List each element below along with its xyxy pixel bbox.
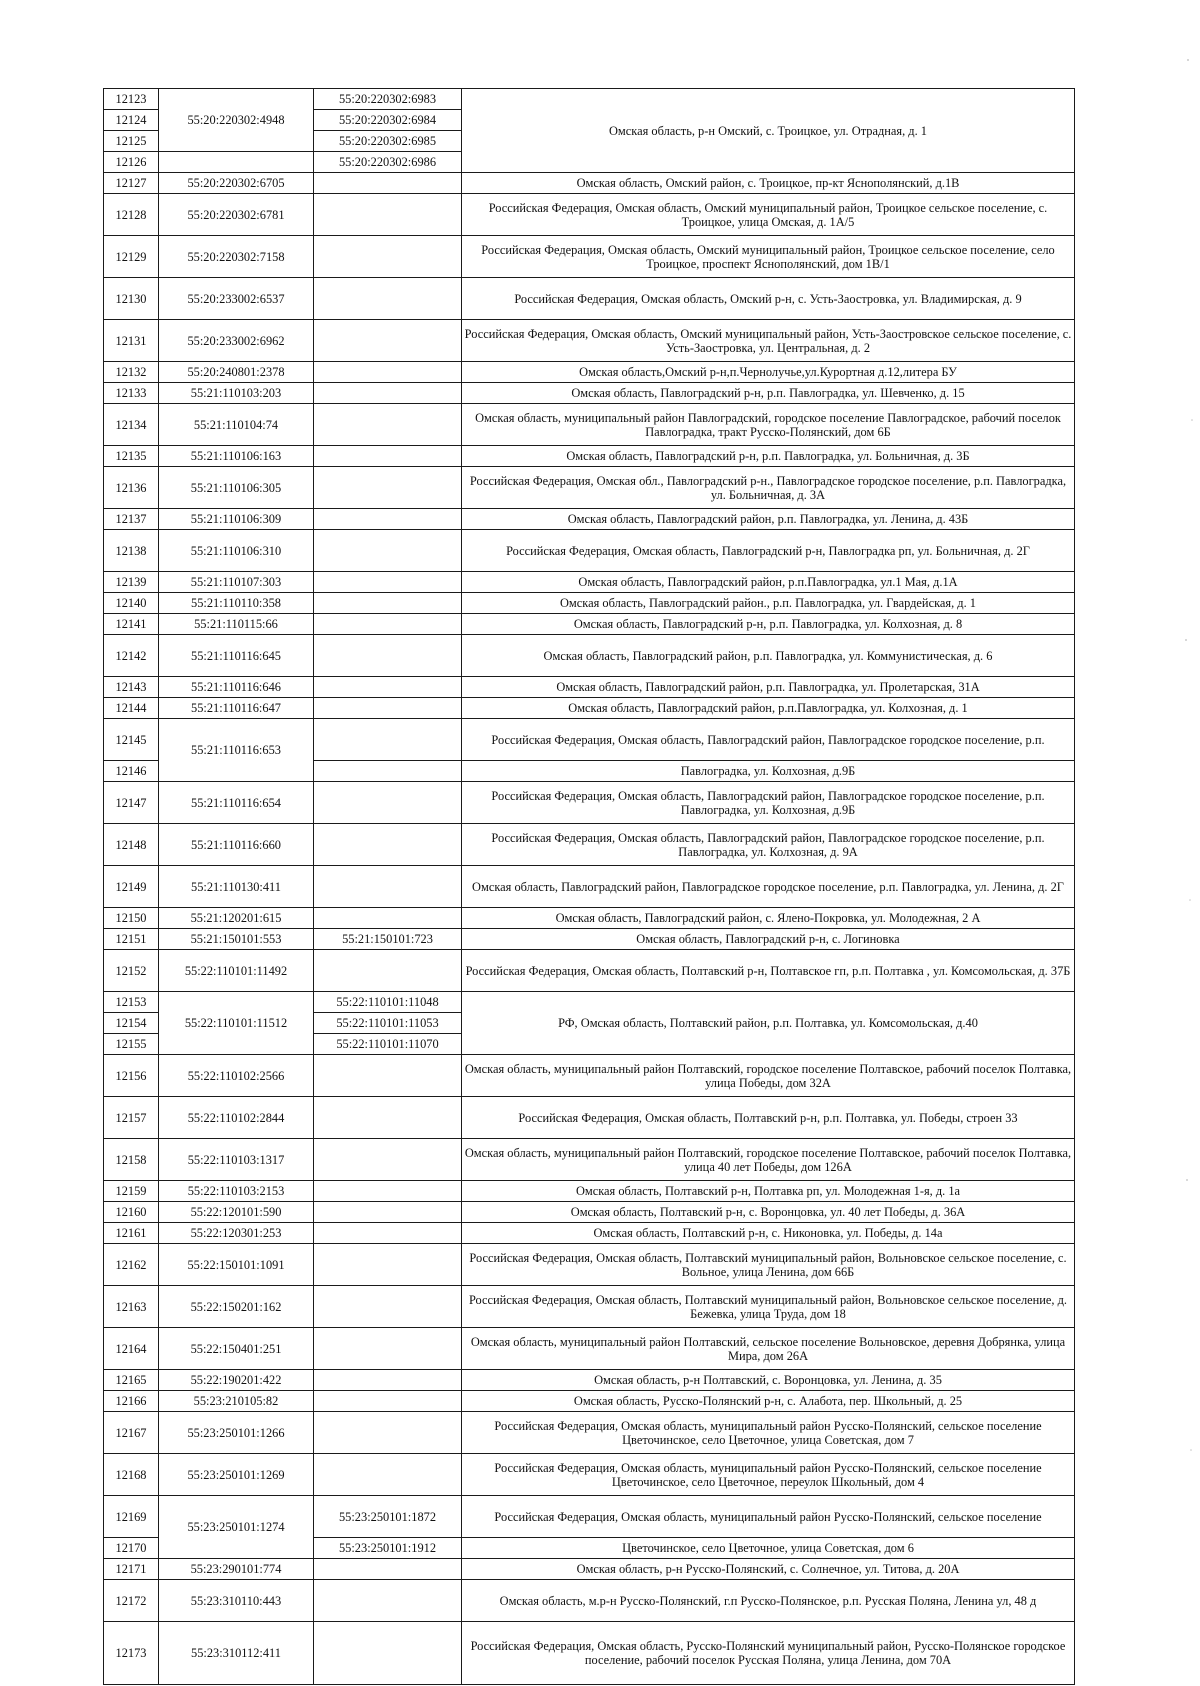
cadastral-number-cell: 55:21:110104:74 — [159, 404, 314, 446]
table-row — [104, 677, 1075, 698]
table-row — [104, 635, 1075, 677]
row-number-cell: 12172 — [104, 1580, 159, 1622]
cadastral-number-cell: 55:22:110101:11512 — [159, 992, 314, 1055]
row-number-cell: 12149 — [104, 866, 159, 908]
table-row — [104, 89, 1075, 110]
table-row — [104, 1328, 1075, 1370]
row-number-cell: 12153 — [104, 992, 159, 1013]
sub-cadastral-number-cell: 55:20:220302:6986 — [314, 152, 462, 173]
sub-cadastral-number-cell: 55:20:220302:6984 — [314, 110, 462, 131]
row-number-cell: 12161 — [104, 1223, 159, 1244]
address-cell: Российская Федерация, Омская область, Павлоградский район, Павлоградское городское поселение, р.п. Павлоградка, ул. Колхозная, д.9Б — [462, 782, 1075, 824]
sub-cadastral-number-cell — [314, 509, 462, 530]
table-row — [104, 908, 1075, 929]
table-row — [104, 1622, 1075, 1685]
table-row — [104, 446, 1075, 467]
row-number-cell: 12141 — [104, 614, 159, 635]
cadastral-number-cell: 55:20:220302:4948 — [159, 89, 314, 152]
row-number-cell: 12162 — [104, 1244, 159, 1286]
sub-cadastral-number-cell — [314, 908, 462, 929]
sub-cadastral-number-cell — [314, 593, 462, 614]
cadastral-number-cell: 55:22:110102:2566 — [159, 1055, 314, 1097]
sub-cadastral-number-cell — [314, 1580, 462, 1622]
cadastral-number-cell: 55:22:150201:162 — [159, 1286, 314, 1328]
table-row — [104, 1370, 1075, 1391]
address-cell: Омская область, муниципальный район Полтавский, городское поселение Полтавское, рабочий поселок Полтавка, улица 40 лет Победы, дом 126А — [462, 1139, 1075, 1181]
cadastral-number-cell: 55:21:110115:66 — [159, 614, 314, 635]
table-row — [104, 1286, 1075, 1328]
address-cell: Российская Федерация, Омская область, Русско-Полянский муниципальный район, Русско-Полянское городское поселение, рабочий поселок Русская Поляна, улица Ленина, дом 70А — [462, 1622, 1075, 1685]
row-number-cell: 12127 — [104, 173, 159, 194]
sub-cadastral-number-cell — [314, 404, 462, 446]
sub-cadastral-number-cell — [314, 320, 462, 362]
row-number-cell: 12129 — [104, 236, 159, 278]
table-row — [104, 362, 1075, 383]
address-cell: Омская область, Полтавский р-н, Полтавка рп, ул. Молодежная 1-я, д. 1а — [462, 1181, 1075, 1202]
sub-cadastral-number-cell — [314, 530, 462, 572]
sub-cadastral-number-cell — [314, 1286, 462, 1328]
table-row — [104, 173, 1075, 194]
row-number-cell: 12167 — [104, 1412, 159, 1454]
address-cell: Омская область, муниципальный район Полтавский, сельское поселение Вольновское, деревня Добрянка, улица Мира, дом 26А — [462, 1328, 1075, 1370]
cadastral-number-cell: 55:22:150401:251 — [159, 1328, 314, 1370]
address-cell: Омская область, муниципальный район Павлоградский, городское поселение Павлоградское, рабочий поселок Павлоградка, тракт Русско-Полянский, дом 6Б — [462, 404, 1075, 446]
cadastral-number-cell: 55:21:120201:615 — [159, 908, 314, 929]
cadastral-number-cell: 55:22:110102:2844 — [159, 1097, 314, 1139]
row-number-cell: 12151 — [104, 929, 159, 950]
row-number-cell: 12138 — [104, 530, 159, 572]
cadastral-number-cell: 55:20:220302:6781 — [159, 194, 314, 236]
cadastral-number-cell: 55:20:240801:2378 — [159, 362, 314, 383]
address-cell: Омская область, Полтавский р-н, с. Никоновка, ул. Победы, д. 14а — [462, 1223, 1075, 1244]
row-number-cell: 12125 — [104, 131, 159, 152]
table-row — [104, 194, 1075, 236]
address-cell: Российская Федерация, Омская область, муниципальный район Русско-Полянский, сельское поселение Цветочинское, село Цветочное, улица Советская, дом 7 — [462, 1412, 1075, 1454]
cadastral-number-cell: 55:21:110116:654 — [159, 782, 314, 824]
address-cell: Российская Федерация, Омская область, Павлоградский р-н, Павлоградка рп, ул. Больничная, д. 2Г — [462, 530, 1075, 572]
address-cell: Омская область, Павлоградский район, р.п. Павлоградка, ул. Ленина, д. 43Б — [462, 509, 1075, 530]
row-number-cell: 12166 — [104, 1391, 159, 1412]
address-cell: Омская область, Павлоградский район, р.п. Павлоградка, ул. Коммунистическая, д. 6 — [462, 635, 1075, 677]
row-number-cell: 12134 — [104, 404, 159, 446]
table-row — [104, 698, 1075, 719]
table-row — [104, 992, 1075, 1013]
sub-cadastral-number-cell: 55:23:250101:1912 — [314, 1538, 462, 1559]
registry-table — [103, 88, 1075, 1685]
table-row — [104, 1181, 1075, 1202]
row-number-cell: 12169 — [104, 1496, 159, 1538]
row-number-cell: 12132 — [104, 362, 159, 383]
sub-cadastral-number-cell — [314, 1391, 462, 1412]
address-cell: Омская область, Павлоградский район, р.п. Павлоградка, ул. Пролетарская, 31А — [462, 677, 1075, 698]
address-cell: Омская область, Павлоградский р-н, р.п. Павлоградка, ул. Шевченко, д. 15 — [462, 383, 1075, 404]
cadastral-number-cell: 55:20:220302:6705 — [159, 173, 314, 194]
address-cell: Российская Федерация, Омская область, Омский муниципальный район, Троицкое сельское поселение, с. Троицкое, улица Омская, д. 1А/5 — [462, 194, 1075, 236]
table-row — [104, 1580, 1075, 1622]
address-cell: Омская область, Павлоградский р-н, р.п. Павлоградка, ул. Больничная, д. 3Б — [462, 446, 1075, 467]
sub-cadastral-number-cell — [314, 194, 462, 236]
row-number-cell: 12128 — [104, 194, 159, 236]
cadastral-number-cell: 55:23:310110:443 — [159, 1580, 314, 1622]
cadastral-number-cell: 55:21:110103:203 — [159, 383, 314, 404]
table-row — [104, 824, 1075, 866]
cadastral-number-cell: 55:21:110116:653 — [159, 719, 314, 782]
sub-cadastral-number-cell — [314, 1454, 462, 1496]
sub-cadastral-number-cell — [314, 677, 462, 698]
address-cell: Российская Федерация, Омская область, Павлоградский район, Павлоградское городское поселение, р.п. Павлоградка, ул. Колхозная, д. 9А — [462, 824, 1075, 866]
row-number-cell: 12150 — [104, 908, 159, 929]
table-row — [104, 1097, 1075, 1139]
table-row — [104, 1496, 1075, 1538]
table-row — [104, 614, 1075, 635]
address-cell: Омская область, р-н Омский, с. Троицкое, ул. Отрадная, д. 1 — [462, 89, 1075, 173]
row-number-cell: 12168 — [104, 1454, 159, 1496]
sub-cadastral-number-cell — [314, 278, 462, 320]
cadastral-number-cell: 55:22:150101:1091 — [159, 1244, 314, 1286]
cadastral-number-cell: 55:23:310112:411 — [159, 1622, 314, 1685]
address-cell: Российская Федерация, Омская область, муниципальный район Русско-Полянский, сельское поселение Цветочинское, село Цветочное, переулок Школьный, дом 4 — [462, 1454, 1075, 1496]
table-row — [104, 1559, 1075, 1580]
sub-cadastral-number-cell — [314, 614, 462, 635]
sub-cadastral-number-cell — [314, 1223, 462, 1244]
sub-cadastral-number-cell — [314, 1412, 462, 1454]
table-row — [104, 530, 1075, 572]
row-number-cell: 12143 — [104, 677, 159, 698]
cadastral-number-cell: 55:20:220302:7158 — [159, 236, 314, 278]
address-cell: Омская область, муниципальный район Полтавский, городское поселение Полтавское, рабочий поселок Полтавка, улица Победы, дом 32А — [462, 1055, 1075, 1097]
row-number-cell: 12135 — [104, 446, 159, 467]
row-number-cell: 12165 — [104, 1370, 159, 1391]
cadastral-number-cell: 55:21:110130:411 — [159, 866, 314, 908]
table-row — [104, 593, 1075, 614]
row-number-cell: 12171 — [104, 1559, 159, 1580]
address-cell: Омская область, Полтавский р-н, с. Воронцовка, ул. 40 лет Победы, д. 36А — [462, 1202, 1075, 1223]
row-number-cell: 12152 — [104, 950, 159, 992]
row-number-cell: 12154 — [104, 1013, 159, 1034]
row-number-cell: 12160 — [104, 1202, 159, 1223]
address-cell: Омская область, Русско-Полянский р-н, с. Алабота, пер. Школьный, д. 25 — [462, 1391, 1075, 1412]
sub-cadastral-number-cell — [314, 698, 462, 719]
table-row — [104, 929, 1075, 950]
sub-cadastral-number-cell — [314, 173, 462, 194]
sub-cadastral-number-cell — [314, 1622, 462, 1685]
sub-cadastral-number-cell: 55:23:250101:1872 — [314, 1496, 462, 1538]
table-row — [104, 383, 1075, 404]
address-cell: Российская Федерация, Омская область, Омский р-н, с. Усть-Заостровка, ул. Владимирская, д. 9 — [462, 278, 1075, 320]
table-row — [104, 1202, 1075, 1223]
sub-cadastral-number-cell — [314, 1244, 462, 1286]
cadastral-number-cell: 55:21:110106:163 — [159, 446, 314, 467]
cadastral-number-cell: 55:20:233002:6537 — [159, 278, 314, 320]
sub-cadastral-number-cell — [314, 1202, 462, 1223]
row-number-cell: 12136 — [104, 467, 159, 509]
table-row — [104, 866, 1075, 908]
table-row — [104, 1139, 1075, 1181]
sub-cadastral-number-cell — [314, 782, 462, 824]
row-number-cell: 12163 — [104, 1286, 159, 1328]
address-cell: Омская область, Павлоградский район, р.п.Павлоградка, ул. Колхозная, д. 1 — [462, 698, 1075, 719]
cadastral-number-cell: 55:23:250101:1266 — [159, 1412, 314, 1454]
cadastral-number-cell: 55:22:190201:422 — [159, 1370, 314, 1391]
sub-cadastral-number-cell — [314, 719, 462, 761]
sub-cadastral-number-cell: 55:20:220302:6983 — [314, 89, 462, 110]
table-row — [104, 1055, 1075, 1097]
cadastral-number-cell: 55:22:110103:2153 — [159, 1181, 314, 1202]
table-row — [104, 236, 1075, 278]
row-number-cell: 12157 — [104, 1097, 159, 1139]
address-cell: Российская Федерация, Омская область, Полтавский р-н, р.п. Полтавка, ул. Победы, строен 33 — [462, 1097, 1075, 1139]
row-number-cell: 12158 — [104, 1139, 159, 1181]
address-cell: Омская область, Павлоградский район, с. Ялено-Покровка, ул. Молодежная, 2 А — [462, 908, 1075, 929]
table-row — [104, 467, 1075, 509]
address-cell: Омская область, Омский район, с. Троицкое, пр-кт Яснополянский, д.1В — [462, 173, 1075, 194]
sub-cadastral-number-cell — [314, 1559, 462, 1580]
row-number-cell: 12133 — [104, 383, 159, 404]
address-cell: Омская область, Павлоградский р-н, с. Логиновка — [462, 929, 1075, 950]
address-cell: Российская Федерация, Омская обл., Павлоградский р-н., Павлоградское городское поселение, р.п. Павлоградка, ул. Больничная, д. 3А — [462, 467, 1075, 509]
sub-cadastral-number-cell — [314, 1370, 462, 1391]
sub-cadastral-number-cell — [314, 1328, 462, 1370]
address-cell: Омская область, м.р-н Русско-Полянский, г.п Русско-Полянское, р.п. Русская Поляна, Ленина ул, 48 д — [462, 1580, 1075, 1622]
table-row — [104, 1223, 1075, 1244]
address-cell: Российская Федерация, Омская область, муниципальный район Русско-Полянский, сельское поселение — [462, 1496, 1075, 1538]
sub-cadastral-number-cell — [314, 467, 462, 509]
sub-cadastral-number-cell: 55:21:150101:723 — [314, 929, 462, 950]
cadastral-number-cell: 55:21:110116:646 — [159, 677, 314, 698]
table-row — [104, 1391, 1075, 1412]
cadastral-number-cell: 55:21:110107:303 — [159, 572, 314, 593]
table-row — [104, 278, 1075, 320]
address-cell: Российская Федерация, Омская область, Павлоградский район, Павлоградское городское поселение, р.п. — [462, 719, 1075, 761]
cadastral-number-cell: 55:21:110106:305 — [159, 467, 314, 509]
table-row — [104, 950, 1075, 992]
table-row — [104, 1412, 1075, 1454]
cadastral-number-cell: 55:21:150101:553 — [159, 929, 314, 950]
row-number-cell: 12159 — [104, 1181, 159, 1202]
row-number-cell: 12147 — [104, 782, 159, 824]
row-number-cell: 12130 — [104, 278, 159, 320]
sub-cadastral-number-cell — [314, 1181, 462, 1202]
cadastral-number-cell: 55:21:110106:309 — [159, 509, 314, 530]
row-number-cell: 12155 — [104, 1034, 159, 1055]
row-number-cell: 12126 — [104, 152, 159, 173]
address-cell: Цветочинское, село Цветочное, улица Советская, дом 6 — [462, 1538, 1075, 1559]
row-number-cell: 12170 — [104, 1538, 159, 1559]
address-cell: Павлоградка, ул. Колхозная, д.9Б — [462, 761, 1075, 782]
cadastral-number-cell: 55:23:250101:1269 — [159, 1454, 314, 1496]
row-number-cell: 12140 — [104, 593, 159, 614]
address-cell: Российская Федерация, Омская область, Полтавский муниципальный район, Вольновское сельское поселение, д. Бежевка, улица Труда, дом 18 — [462, 1286, 1075, 1328]
cadastral-number-cell — [159, 152, 314, 173]
cadastral-number-cell: 55:23:250101:1274 — [159, 1496, 314, 1559]
sub-cadastral-number-cell — [314, 1055, 462, 1097]
row-number-cell: 12145 — [104, 719, 159, 761]
row-number-cell: 12123 — [104, 89, 159, 110]
table-row — [104, 782, 1075, 824]
cadastral-number-cell: 55:20:233002:6962 — [159, 320, 314, 362]
row-number-cell: 12139 — [104, 572, 159, 593]
cadastral-number-cell: 55:21:110116:647 — [159, 698, 314, 719]
sub-cadastral-number-cell — [314, 1097, 462, 1139]
row-number-cell: 12156 — [104, 1055, 159, 1097]
address-cell: Омская область, р-н Полтавский, с. Воронцовка, ул. Ленина, д. 35 — [462, 1370, 1075, 1391]
table-row — [104, 404, 1075, 446]
sub-cadastral-number-cell: 55:22:110101:11070 — [314, 1034, 462, 1055]
cadastral-number-cell: 55:23:290101:774 — [159, 1559, 314, 1580]
row-number-cell: 12137 — [104, 509, 159, 530]
sub-cadastral-number-cell — [314, 950, 462, 992]
cadastral-number-cell: 55:22:110101:11492 — [159, 950, 314, 992]
sub-cadastral-number-cell — [314, 761, 462, 782]
sub-cadastral-number-cell: 55:22:110101:11053 — [314, 1013, 462, 1034]
cadastral-number-cell: 55:22:110103:1317 — [159, 1139, 314, 1181]
cadastral-number-cell: 55:21:110110:358 — [159, 593, 314, 614]
address-cell: Российская Федерация, Омская область, Омский муниципальный район, Троицкое сельское поселение, село Троицкое, проспект Яснополянский, дом 1В/1 — [462, 236, 1075, 278]
table-row — [104, 572, 1075, 593]
registry-table-body — [104, 89, 1075, 1685]
row-number-cell: 12164 — [104, 1328, 159, 1370]
sub-cadastral-number-cell — [314, 1139, 462, 1181]
row-number-cell: 12124 — [104, 110, 159, 131]
sub-cadastral-number-cell — [314, 866, 462, 908]
table-row — [104, 509, 1075, 530]
sub-cadastral-number-cell — [314, 446, 462, 467]
address-cell: Омская область, р-н Русско-Полянский, с. Солнечное, ул. Титова, д. 20А — [462, 1559, 1075, 1580]
address-cell: Российская Федерация, Омская область, Полтавский р-н, Полтавское гп, р.п. Полтавка , ул. Комсомольская, д. 37Б — [462, 950, 1075, 992]
sub-cadastral-number-cell — [314, 635, 462, 677]
cadastral-number-cell: 55:21:110116:645 — [159, 635, 314, 677]
row-number-cell: 12146 — [104, 761, 159, 782]
address-cell: Омская область, Павлоградский район, Павлоградское городское поселение, р.п. Павлоградка, ул. Ленина, д. 2Г — [462, 866, 1075, 908]
address-cell: Омская область, Павлоградский р-н, р.п. Павлоградка, ул. Колхозная, д. 8 — [462, 614, 1075, 635]
cadastral-number-cell: 55:22:120301:253 — [159, 1223, 314, 1244]
row-number-cell: 12148 — [104, 824, 159, 866]
table-row — [104, 719, 1075, 761]
address-cell: Российская Федерация, Омская область, Полтавский муниципальный район, Вольновское сельское поселение, с. Вольное, улица Ленина, дом 66Б — [462, 1244, 1075, 1286]
row-number-cell: 12173 — [104, 1622, 159, 1685]
sub-cadastral-number-cell — [314, 236, 462, 278]
sub-cadastral-number-cell — [314, 572, 462, 593]
table-row — [104, 1244, 1075, 1286]
cadastral-number-cell: 55:23:210105:82 — [159, 1391, 314, 1412]
sub-cadastral-number-cell: 55:20:220302:6985 — [314, 131, 462, 152]
table-row — [104, 1454, 1075, 1496]
address-cell: Омская область,Омский р-н,п.Чернолучье,ул.Курортная д.12,литера БУ — [462, 362, 1075, 383]
sub-cadastral-number-cell — [314, 362, 462, 383]
cadastral-number-cell: 55:22:120101:590 — [159, 1202, 314, 1223]
sub-cadastral-number-cell: 55:22:110101:11048 — [314, 992, 462, 1013]
row-number-cell: 12142 — [104, 635, 159, 677]
cadastral-number-cell: 55:21:110106:310 — [159, 530, 314, 572]
sub-cadastral-number-cell — [314, 383, 462, 404]
address-cell: Омская область, Павлоградский район., р.п. Павлоградка, ул. Гвардейская, д. 1 — [462, 593, 1075, 614]
row-number-cell: 12144 — [104, 698, 159, 719]
cadastral-number-cell: 55:21:110116:660 — [159, 824, 314, 866]
row-number-cell: 12131 — [104, 320, 159, 362]
sub-cadastral-number-cell — [314, 824, 462, 866]
scan-edge-specks — [1180, 0, 1200, 1686]
address-cell: РФ, Омская область, Полтавский район, р.п. Полтавка, ул. Комсомольская, д.40 — [462, 992, 1075, 1055]
address-cell: Российская Федерация, Омская область, Омский муниципальный район, Усть-Заостровское сельское поселение, с. Усть-Заостровка, ул. Центральная, д. 2 — [462, 320, 1075, 362]
table-row — [104, 320, 1075, 362]
address-cell: Омская область, Павлоградский район, р.п.Павлоградка, ул.1 Мая, д.1А — [462, 572, 1075, 593]
